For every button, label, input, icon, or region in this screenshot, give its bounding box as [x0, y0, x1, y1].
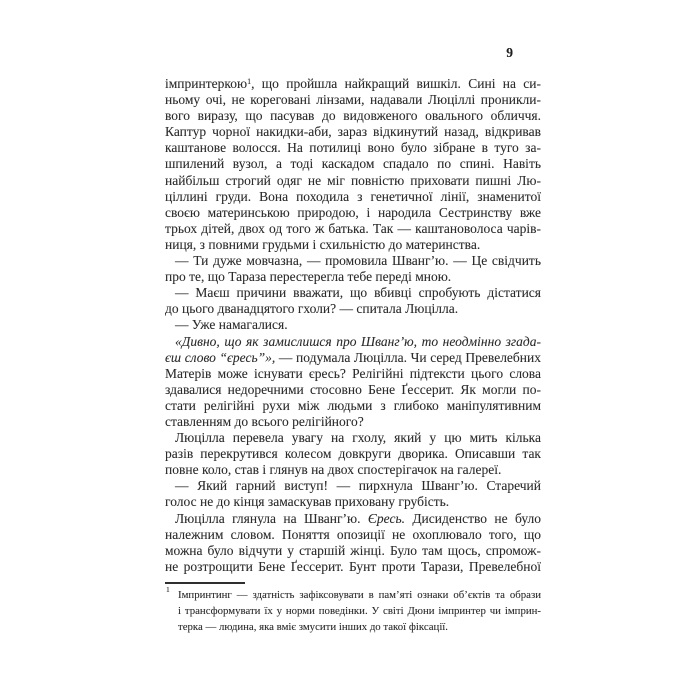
text-run: Дисиденство не було	[404, 510, 541, 526]
footnote-marker: 1	[166, 585, 170, 594]
text-run: Імпринтинг — здатність зафіксовувати в пам’яті ознаки об’єктів та образи	[178, 589, 541, 601]
text-run: найбільш строгий одяг не міг повністю приховати пишні Лю-	[165, 172, 541, 188]
text-run: терка — людина, яка вміє змусити інших до такої фіксації.	[178, 621, 449, 633]
text-line	[165, 269, 541, 285]
text-line	[165, 285, 541, 301]
text-run: повне коло, став і глянув на двох спостерігачок на галереї.	[165, 462, 502, 478]
text-run: про те, що Тараза перестерегла тебе переді мною.	[165, 269, 452, 285]
paragraph	[165, 334, 541, 431]
text-run: можна було відчути у старшій жінці. Було там щось, спромож-	[165, 542, 541, 558]
text-line	[165, 446, 541, 462]
text-line	[165, 398, 541, 414]
paragraph	[165, 253, 541, 285]
footnote	[165, 587, 541, 635]
text-run: вого виразу, що пасував до видовженого овального обличчя.	[165, 108, 541, 124]
text-line	[165, 76, 541, 92]
footnote-lines	[178, 587, 541, 635]
text-line	[165, 430, 541, 446]
text-run: Каптур чорної накидки-аби, зараз відкинутий назад, відкривав	[165, 124, 541, 140]
text-line	[165, 124, 541, 140]
paragraph	[165, 317, 541, 333]
text-run: голос не до кінця замаскував приховану грубість.	[165, 494, 450, 510]
text-line	[178, 603, 541, 619]
text-run: разів перекрутився колесом довкруги дворика. Описавши так	[165, 446, 541, 462]
text-line	[165, 173, 541, 189]
paragraph	[165, 478, 541, 510]
text-run: не розтрощити Бене Ґессерит. Бунт проти Тарази, Превелебної	[165, 558, 541, 574]
text-run: шпилений вузол, а тоді каскадом спадало по спині. Навіть	[165, 156, 541, 172]
text-line	[165, 108, 541, 124]
text-line	[165, 527, 541, 543]
text-line	[165, 221, 541, 237]
body-text	[165, 76, 541, 575]
text-line	[165, 140, 541, 156]
text-run: ньому очі, не кореговані лінзами, надавали Люціллі проникли-	[165, 92, 541, 108]
text-run: стати релігійні рухи між людьми з глибоко маніпулятивним	[165, 397, 541, 413]
footnote-reference: 1	[247, 76, 252, 86]
text-line	[165, 237, 541, 253]
text-line	[165, 478, 541, 494]
text-line	[165, 317, 541, 333]
text-line	[178, 619, 541, 635]
text-run: і трансформувати їх у норми поведінки. У світі Дюни імпринтер чи імприн-	[178, 605, 541, 617]
text-run: своєю материнською природою, і народила Сестринству вже	[165, 204, 541, 220]
text-run: Люцілла перевела увагу на гхолу, який у цю мить кілька	[175, 430, 541, 446]
text-run: Люцілла глянула на Шванг’ю.	[175, 510, 368, 526]
text-run: Матерів може існувати єресь? Релігійні підтексти цього слова	[165, 365, 541, 381]
text-line	[165, 462, 541, 478]
text-line	[165, 494, 541, 510]
text-line	[165, 92, 541, 108]
paragraph	[165, 430, 541, 478]
text-run: — Маєш причини вважати, що вбивці спробують дістатися	[175, 285, 541, 301]
text-line	[165, 543, 541, 559]
text-run: — Ти дуже мовчазна, — промовила Шванг’ю. — Це свідчить	[175, 253, 541, 269]
text-run: каштанове волосся. На потилиці воно було зібране в туго за-	[165, 140, 541, 156]
footnote-separator	[165, 582, 245, 584]
text-line	[165, 366, 541, 382]
text-run: до цього дванадцятого гхоли? — спитала Люцілла.	[165, 301, 459, 317]
text-line	[165, 156, 541, 172]
text-line	[165, 205, 541, 221]
text-line	[165, 301, 541, 317]
text-run: — Який гарний виступ! — пирхнула Шванг’ю. Старечий	[175, 478, 541, 494]
text-line	[165, 511, 541, 527]
text-run: ціллині груди. Вона походила з генетичної лінії, знаменитої	[165, 188, 541, 204]
text-run: трьох дітей, двох од того ж батька. Так — каштановолоса чарів-	[165, 220, 541, 236]
paragraph	[165, 511, 541, 575]
text-line	[165, 414, 541, 430]
paragraph	[165, 285, 541, 317]
page-number: 9	[506, 45, 513, 60]
text-run: Єресь.	[367, 510, 405, 526]
text-line	[178, 587, 541, 603]
text-line	[165, 253, 541, 269]
text-run: здавалися недоречними стосовно Бене Ґессерит. Як могли по-	[165, 381, 541, 397]
text-run: ставленням до всього релігійного?	[165, 413, 364, 429]
text-run: імпринтеркою	[165, 76, 248, 91]
paragraph	[165, 76, 541, 253]
text-run: належним словом. Поняття опозиції не охоплювало того, що	[165, 526, 541, 542]
text-run: єш слово “єресь”»,	[165, 349, 276, 365]
text-line	[165, 382, 541, 398]
text-run: «Дивно, що як замислишся про Шванг’ю, то неодмінно згада-	[175, 333, 541, 349]
text-run: ниця, з повними грудьми і схильністю до материнства.	[165, 236, 481, 252]
text-line	[165, 350, 541, 366]
text-run: , що пройшла найкращий вишкіл. Сині на си-	[251, 76, 541, 91]
text-run: — подумала Люцілла. Чи серед Превелебних	[275, 349, 541, 365]
text-line	[165, 334, 541, 350]
text-line	[165, 189, 541, 205]
text-line	[165, 559, 541, 575]
text-run: — Уже намагалися.	[175, 317, 288, 333]
